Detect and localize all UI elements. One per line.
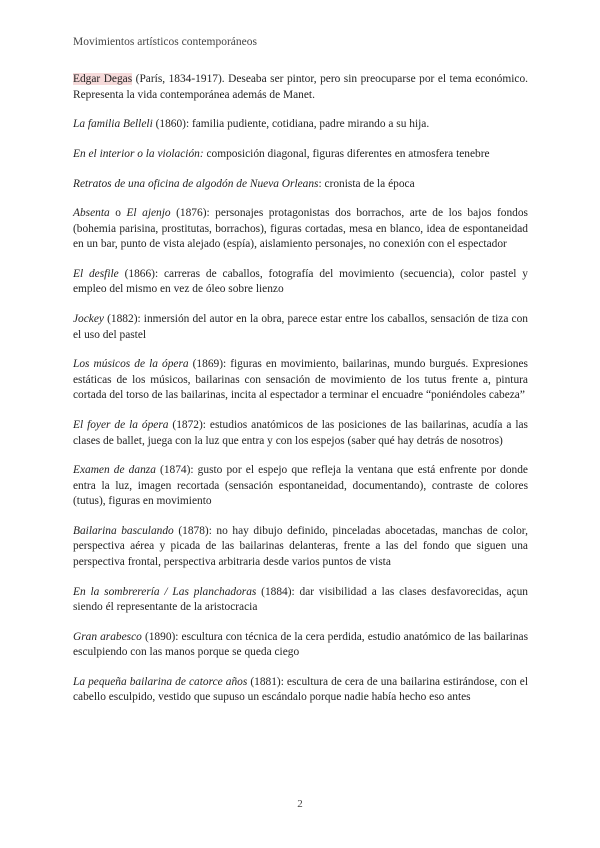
artwork-title: Los músicos de la ópera: [73, 358, 189, 371]
page-number: 2: [297, 798, 303, 810]
paragraph-jockey: [73, 312, 528, 343]
paragraph-sombrereria: [73, 585, 528, 616]
paragraph-degas: [73, 72, 528, 103]
artwork-title: Examen de danza: [73, 464, 156, 477]
paragraph-text: (1890): escultura con técnica de la cera perdida, estudio anatómico de las bailarinas esculpiendo con las manos porque se queda ciego: [73, 630, 528, 659]
artwork-title-alt: El ajenjo: [126, 207, 171, 220]
paragraph-text: composición diagonal, figuras diferentes en atmosfera tenebre: [203, 147, 490, 160]
paragraph-absenta: [73, 206, 528, 253]
artwork-title: Gran arabesco: [73, 630, 142, 643]
paragraph-text: (1884): dar visibilidad a las clases desfavorecidas, açun siendo él representante de la aristocracia: [73, 585, 528, 614]
paragraph-pequena-bailarina: [73, 675, 528, 706]
paragraph-text: (París, 1834-1917). Deseaba ser pintor, pero sin preocuparse por el tema económico. Representa la vida contemporánea además de Manet.: [73, 73, 528, 101]
artwork-title: El foyer de la ópera: [73, 419, 169, 431]
paragraph-examen-danza: [73, 463, 528, 510]
paragraph-text: (1869): figuras en movimiento, bailarinas, mundo burgués. Expresiones estáticas de los músicos, bailarinas con sensación de movimiento de los tutus frente a, pintura cortada del torso de las bailarinas, incita al espectador a terminar el encuadre “poniéndoles cabeza”: [73, 358, 528, 402]
paragraph-interior-violacion: [73, 147, 528, 163]
page-header: Movimientos artísticos contemporáneos: [73, 36, 257, 48]
paragraph-text: (1866): carreras de caballos, fotografía del movimiento (secuencia), color pastel y empleo del mismo en vez de óleo sobre lienzo: [73, 267, 528, 296]
paragraph-text: (1874): gusto por el espejo que refleja la ventana que está enfrente por donde entra la luz, imagen recortada (sensación espontaneidad, documentando), contraste de colores (tutus), figuras en movimiento: [73, 464, 528, 508]
paragraph-desfile: [73, 267, 528, 298]
paragraph-text: (1882): inmersión del autor en la obra, parece estar entre los caballos, sensación de tiza con el uso del pastel: [73, 313, 528, 341]
document-body: [73, 72, 528, 720]
artwork-title: Bailarina basculando: [73, 524, 174, 537]
paragraph-text: (1878): no hay dibujo definido, pinceladas abocetadas, manchas de color, perspectiva aérea y picada de las bailarinas delanteras, frente a las del fondo que siguen una perspectiva frontal, perspectiva arbitraria desde varios puntos de vista: [73, 524, 528, 568]
paragraph-foyer-opera: [73, 418, 528, 449]
paragraph-text: : cronista de la época: [318, 177, 415, 190]
artwork-title: Retratos de una oficina de algodón de Nueva Orleans: [73, 177, 319, 190]
artwork-title: Jockey: [73, 313, 104, 326]
artwork-title: La familia Belleli: [73, 118, 153, 131]
artwork-title: La pequeña bailarina de catorce años: [73, 675, 248, 688]
artwork-title: Absenta: [73, 207, 110, 220]
paragraph-text: (1860): familia pudiente, cotidiana, padre mirando a su hija.: [152, 118, 430, 131]
paragraph-familia-belleli: [73, 117, 528, 133]
paragraph-retratos-oficina: [73, 177, 528, 193]
artwork-title: En el interior o la violación:: [73, 147, 204, 160]
paragraph-gran-arabesco: [73, 630, 528, 661]
paragraph-text: (1881): escultura de cera de una bailarina estirándose, con el cabello esculpido, vestido que supuso un escándalo porque nadie había hecho eso antes: [73, 675, 528, 704]
paragraph-bailarina-basculando: [73, 524, 528, 571]
highlighted-name: Edgar Degas: [73, 73, 133, 85]
artwork-title: El desfile: [73, 267, 119, 280]
paragraph-musicos-opera: [73, 357, 528, 404]
artwork-title: En la sombrerería / Las planchadoras: [73, 585, 257, 598]
paragraph-text: (1872): estudios anatómicos de las posiciones de las bailarinas, acudía a las clases de ballet, juega con la luz que entra y con los espejos (saber qué hay detrás de nosotros): [73, 419, 528, 447]
paragraph-text: (1876): personajes protagonistas dos borrachos, arte de los bajos fondos (bohemia parisina, prostitutas, borrachos), figuras cortadas, mesa en blanco, idea de espontaneidad en un bar, punto de vista alejado (espía), aislamiento personajes, no conexión con el espectador: [73, 207, 528, 251]
paragraph-text: o: [109, 207, 127, 220]
